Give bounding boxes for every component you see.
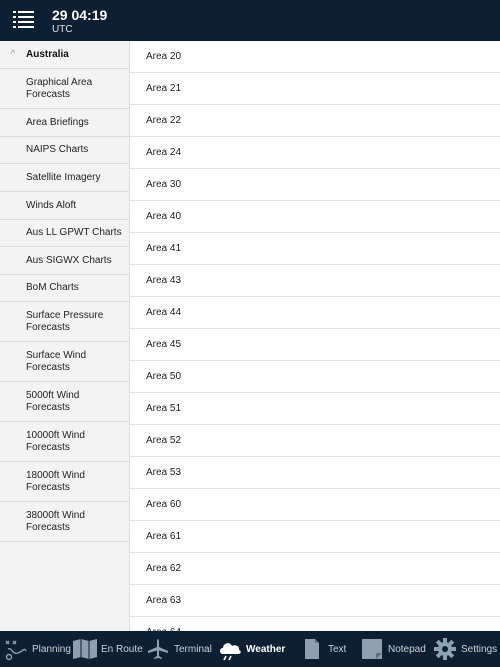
sidebar-item-surface-wind-forecasts[interactable] — [0, 342, 129, 382]
list-item-area[interactable] — [130, 585, 500, 617]
menu-list-icon[interactable] — [13, 11, 34, 29]
list-item-area[interactable] — [130, 41, 500, 73]
tab-en-route[interactable] — [73, 631, 143, 667]
sidebar-item-label: Winds Aloft — [26, 199, 77, 211]
list-item-area[interactable] — [130, 137, 500, 169]
tab-weather[interactable] — [218, 631, 285, 667]
sidebar-item-surface-pressure-forecasts[interactable] — [0, 302, 129, 342]
area-label: Area 40 — [146, 211, 182, 222]
map-icon — [73, 637, 97, 661]
area-label: Area 22 — [146, 115, 182, 126]
area-list[interactable] — [130, 41, 500, 631]
list-item-area[interactable] — [130, 393, 500, 425]
area-label: Area 51 — [146, 403, 182, 414]
area-label: Area 60 — [146, 499, 182, 510]
tab-label: Notepad — [388, 643, 426, 655]
tab-label: En Route — [101, 643, 143, 655]
list-item-area[interactable] — [130, 553, 500, 585]
tab-label: Terminal — [174, 643, 212, 655]
sidebar-item-label: Surface Pressure Forecasts — [26, 309, 104, 333]
area-label: Area 61 — [146, 531, 182, 542]
area-label: Area 50 — [146, 371, 182, 382]
tab-notepad[interactable] — [360, 631, 426, 667]
area-label: Area 45 — [146, 339, 182, 350]
sidebar — [0, 41, 130, 631]
sidebar-item-5000ft-wind-forecasts[interactable] — [0, 382, 129, 422]
sidebar-item-label: BoM Charts — [26, 282, 79, 293]
sidebar-item-aus-ll-gpwt-charts[interactable] — [0, 220, 129, 247]
sidebar-item-label: NAIPS Charts — [26, 144, 89, 155]
sidebar-item-label: Surface Wind Forecasts — [26, 349, 87, 373]
utc-time: 29 04:19 — [52, 7, 108, 23]
tab-label: Settings — [461, 643, 498, 655]
sidebar-item-label: 38000ft Wind Forecasts — [26, 509, 85, 533]
list-item-area[interactable] — [130, 297, 500, 329]
tab-text[interactable] — [300, 631, 346, 667]
sidebar-item-label: Area Briefings — [26, 116, 89, 128]
top-bar — [0, 0, 500, 41]
tab-settings[interactable] — [433, 631, 497, 667]
area-label: Area 30 — [146, 179, 182, 190]
list-item-area[interactable] — [130, 201, 500, 233]
list-item-area[interactable] — [130, 105, 500, 137]
area-label: Area 24 — [146, 147, 182, 158]
tab-label: Weather — [246, 643, 286, 655]
sidebar-item-naips-charts[interactable] — [0, 137, 129, 164]
sidebar-item-label: 5000ft Wind Forecasts — [26, 389, 80, 413]
list-item-area[interactable] — [130, 457, 500, 489]
list-item-area[interactable] — [130, 425, 500, 457]
area-label: Area 43 — [146, 275, 182, 286]
area-label: Area 20 — [146, 51, 182, 62]
tab-planning[interactable] — [4, 631, 71, 667]
list-item-area[interactable] — [130, 521, 500, 553]
sidebar-item-38000ft-wind-forecasts[interactable] — [0, 502, 129, 542]
sidebar-item-label: 18000ft Wind Forecasts — [26, 469, 85, 493]
list-item-area[interactable] — [130, 329, 500, 361]
area-label: Area 52 — [146, 435, 182, 446]
area-label: Area 41 — [146, 243, 182, 254]
tab-label: Text — [328, 643, 347, 655]
sidebar-item-18000ft-wind-forecasts[interactable] — [0, 462, 129, 502]
bottom-tab-bar — [0, 631, 500, 667]
tab-terminal[interactable] — [146, 631, 212, 667]
list-item-area[interactable] — [130, 169, 500, 201]
list-item-area[interactable] — [130, 233, 500, 265]
chevron-up-icon: ^ — [10, 49, 16, 60]
sidebar-item-winds-aloft[interactable] — [0, 192, 129, 220]
sidebar-item-aus-sigwx-charts[interactable] — [0, 247, 129, 275]
notepad-icon — [360, 637, 384, 661]
area-label: Area 53 — [146, 467, 182, 478]
area-label: Area 44 — [146, 307, 182, 318]
sidebar-item-label: 10000ft Wind Forecasts — [26, 429, 85, 453]
sidebar-item-satellite-imagery[interactable] — [0, 164, 129, 192]
sidebar-item-label: Graphical Area Forecasts — [26, 76, 93, 100]
sidebar-item-label: Aus LL GPWT Charts — [26, 227, 122, 238]
area-label: Area 62 — [146, 563, 182, 574]
airplane-icon — [146, 637, 170, 661]
sidebar-item-graphical-area-forecasts[interactable] — [0, 69, 129, 109]
gear-icon — [433, 637, 457, 661]
tab-label: Planning — [32, 643, 71, 655]
sidebar-section-header[interactable] — [0, 41, 129, 69]
area-label: Area 63 — [146, 595, 182, 606]
list-item-area[interactable] — [130, 265, 500, 297]
sidebar-item-label: Aus SIGWX Charts — [26, 254, 112, 266]
document-icon — [300, 637, 324, 661]
area-label: Area 21 — [146, 83, 182, 94]
timezone-label: UTC — [52, 24, 73, 35]
sidebar-item-label: Satellite Imagery — [26, 171, 101, 183]
sidebar-section-title: Australia — [26, 49, 69, 60]
cloud-icon — [218, 637, 242, 661]
sidebar-item-area-briefings[interactable] — [0, 109, 129, 137]
list-item-area[interactable] — [130, 73, 500, 105]
sidebar-item-10000ft-wind-forecasts[interactable] — [0, 422, 129, 462]
list-item-area[interactable] — [130, 361, 500, 393]
list-item-area[interactable] — [130, 489, 500, 521]
planning-icon — [4, 637, 28, 661]
sidebar-item-bom-charts[interactable] — [0, 275, 129, 302]
